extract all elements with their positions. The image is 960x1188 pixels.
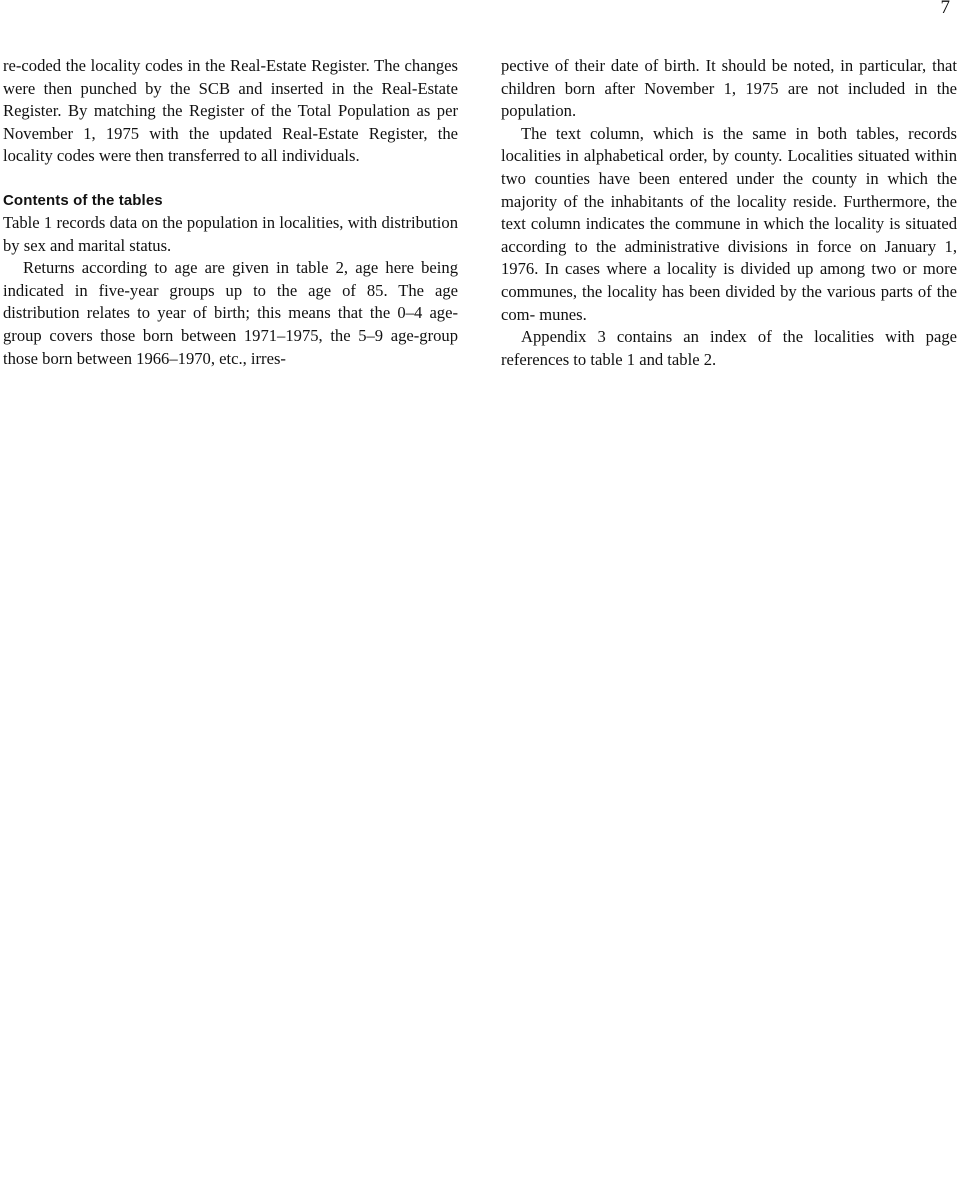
left-column: [3, 55, 458, 370]
right-paragraph-1: pective of their date of birth. It should be noted, in particular, that children born after November 1, 1975 are not included in the population.: [501, 56, 957, 121]
left-paragraph-3: Returns according to age are given in table 2, age here being indicated in five-year groups up to the age of 85. The age distribution relates to year of birth; this means that the 0–4 age-group covers those born between 1971–1975, the 5–9 age-group those born between 1966–1970, etc., irres-: [3, 258, 458, 368]
right-paragraph-2: The text column, which is the same in both tables, records localities in alphabetical order, by county. Localities situated within two counties have been entered under the county in which the majority of the inhabitants of the locality reside. Furthermore, the text column indicates the commune in which the locality is situated according to the administrative divisions in force on January 1, 1976. In cases where a locality is divided up among two or more communes, the locality has been divided by the various parts of the com- munes.: [501, 123, 957, 324]
right-paragraph-3: Appendix 3 contains an index of the localities with page references to table 1 and table 2.: [501, 327, 957, 369]
page-number: 7: [940, 0, 950, 18]
right-column: [501, 55, 957, 371]
left-paragraph-2: Table 1 records data on the population in localities, with distribution by sex and marital status.: [3, 212, 458, 255]
left-paragraph-1: re-coded the locality codes in the Real-Estate Register. The changes were then punched by the SCB and inserted in the Real-Estate Register. By matching the Register of the Total Population as per November 1, 1975 with the updated Real-Estate Register, the locality codes were then transferred to all individuals.: [3, 56, 458, 166]
section-heading-contents-of-tables: Contents of the tables: [3, 191, 163, 209]
